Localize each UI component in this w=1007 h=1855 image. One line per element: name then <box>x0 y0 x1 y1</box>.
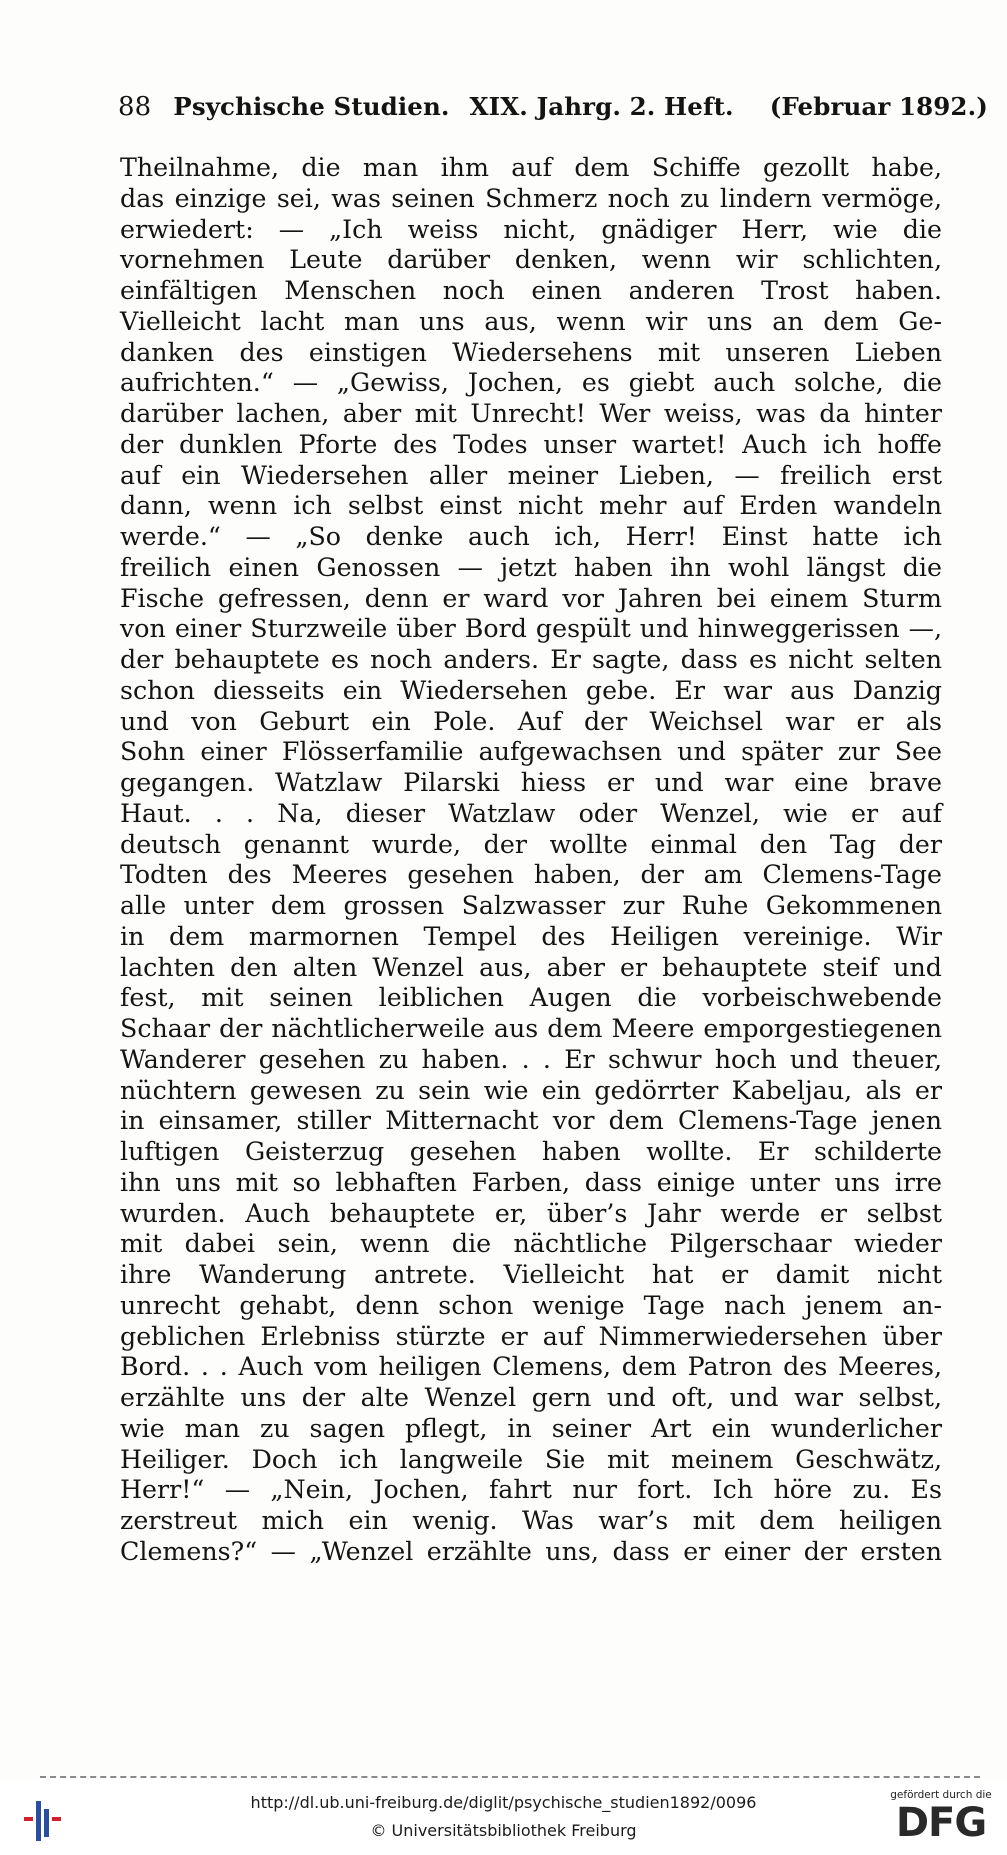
text-line: ihre Wanderung antrete. Vielleicht hat er damit nicht <box>120 1260 942 1289</box>
text-line: der dunklen Pforte des Todes unser wartet! Auch ich hoffe <box>120 429 942 459</box>
text-line: wurden. Auch behauptete er, über’s Jahr werde er selbst <box>120 1198 942 1228</box>
text-line: Sohn einer Flösserfamilie aufgewachsen und später zur See <box>120 737 942 767</box>
text-line: schon diesseits ein Wiedersehen gebe. Er war aus Danzig <box>120 675 942 705</box>
text-line: Haut. . . Na, dieser Watzlaw oder Wenzel, wie er auf <box>120 798 942 828</box>
viewer-footer <box>0 1785 1007 1855</box>
page-url-link[interactable]: http://dl.ub.uni-freiburg.de/diglit/psychische_studien1892/0096 <box>250 1793 757 1812</box>
text-line: mit dabei sein, wenn die nächtliche Pilgerschaar wieder <box>120 1229 942 1259</box>
text-line: zerstreut mich ein wenig. Was war’s mit dem heiligen <box>120 1506 942 1535</box>
text-line: alle unter dem grossen Salzwasser zur Ruhe Gekommenen <box>120 891 942 920</box>
running-header <box>118 92 988 126</box>
text-line: auf ein Wiedersehen aller meiner Lieben, — freilich erst <box>120 460 942 490</box>
text-line: von einer Sturzweile über Bord gespült und hinweggerissen —, <box>120 614 942 644</box>
text-line: Herr!“ — „Nein, Jochen, fahrt nur fort. Ich höre zu. Es <box>120 1475 942 1505</box>
text-line: darüber lachen, aber mit Unrecht! Wer weiss, was da hinter <box>120 399 942 428</box>
text-line: unrecht gehabt, denn schon wenige Tage nach jenem an- <box>120 1290 942 1320</box>
text-line: ihn uns mit so lebhaften Farben, dass einige unter uns irre <box>120 1167 942 1197</box>
volume-issue: XIX. Jahrg. 2. Heft. <box>469 92 734 121</box>
text-line: luftigen Geisterzug gesehen haben wollte. Er schilderte <box>120 1137 942 1166</box>
text-line: Clemens?“ — „Wenzel erzählte uns, dass er einer der ersten <box>120 1536 942 1566</box>
dfg-tagline: gefördert durch die <box>890 1789 992 1801</box>
text-line: lachten den alten Wenzel aus, aber er behauptete steif und <box>120 952 942 982</box>
text-line: freilich einen Genossen — jetzt haben ihn wohl längst die <box>120 552 942 582</box>
text-line: einfältigen Menschen noch einen anderen Trost haben. <box>120 276 942 305</box>
text-line: nüchtern gewesen zu sein wie ein gedörrter Kabeljau, als er <box>120 1075 942 1105</box>
body-text <box>120 153 942 1568</box>
text-line: in einsamer, stiller Mitternacht vor dem Clemens-Tage jenen <box>120 1106 942 1136</box>
text-line: danken des einstigen Wiedersehens mit unseren Lieben <box>120 337 942 367</box>
text-line: gegangen. Watzlaw Pilarski hiess er und war eine brave <box>120 768 942 797</box>
text-line: Bord. . . Auch vom heiligen Clemens, dem Patron des Meeres, <box>120 1352 942 1382</box>
text-line: Wanderer gesehen zu haben. . . Er schwur hoch und theuer, <box>120 1044 942 1074</box>
text-line: in dem marmornen Tempel des Heiligen vereinige. Wir <box>120 921 942 951</box>
text-line: aufrichten.“ — „Gewiss, Jochen, es giebt auch solche, die <box>120 368 942 398</box>
text-line: der behauptete es noch anders. Er sagte, dass es nicht selten <box>120 645 942 674</box>
issue-date: (Februar 1892.) <box>769 92 988 121</box>
text-line: Vielleicht lacht man uns aus, wenn wir uns an dem Ge- <box>120 306 942 336</box>
dfg-logo <box>885 1787 997 1853</box>
text-line: dann, wenn ich selbst einst nicht mehr auf Erden wandeln <box>120 491 942 521</box>
copyright-notice: © Universitätsbibliothek Freiburg <box>370 1821 637 1840</box>
text-line: und von Geburt ein Pole. Auf der Weichsel war er als <box>120 706 942 736</box>
text-line: geblichen Erlebniss stürzte er auf Nimmerwiedersehen über <box>120 1321 942 1351</box>
text-line: das einzige sei, was seinen Schmerz noch zu lindern vermöge, <box>120 183 942 213</box>
text-line: deutsch genannt wurde, der wollte einmal den Tag der <box>120 829 942 859</box>
page-bottom-rule <box>40 1776 980 1778</box>
text-line: erwiedert: — „Ich weiss nicht, gnädiger Herr, wie die <box>120 214 942 244</box>
dfg-wordmark: DFG <box>895 1800 987 1846</box>
journal-title: Psychische Studien. <box>173 92 450 121</box>
text-line: vornehmen Leute darüber denken, wenn wir schlichten, <box>120 245 942 275</box>
text-line: Heiliger. Doch ich langweile Sie mit meinem Geschwätz, <box>120 1444 942 1474</box>
text-line: werde.“ — „So denke auch ich, Herr! Einst hatte ich <box>120 522 942 551</box>
text-line: Fische gefressen, denn er ward vor Jahren bei einem Sturm <box>120 583 942 613</box>
text-line: Schaar der nächtlicherweile aus dem Meere emporgestiegenen <box>120 1014 942 1043</box>
text-line: erzählte uns der alte Wenzel gern und oft, und war selbst, <box>120 1383 942 1412</box>
text-line: wie man zu sagen pflegt, in seiner Art ein wunderlicher <box>120 1413 942 1443</box>
text-line: Theilnahme, die man ihm auf dem Schiffe gezollt habe, <box>120 153 942 182</box>
text-line: fest, mit seinen leiblichen Augen die vorbeischwebende <box>120 983 942 1013</box>
text-line: Todten des Meeres gesehen haben, der am Clemens-Tage <box>120 860 942 890</box>
page-number: 88 <box>118 92 152 122</box>
